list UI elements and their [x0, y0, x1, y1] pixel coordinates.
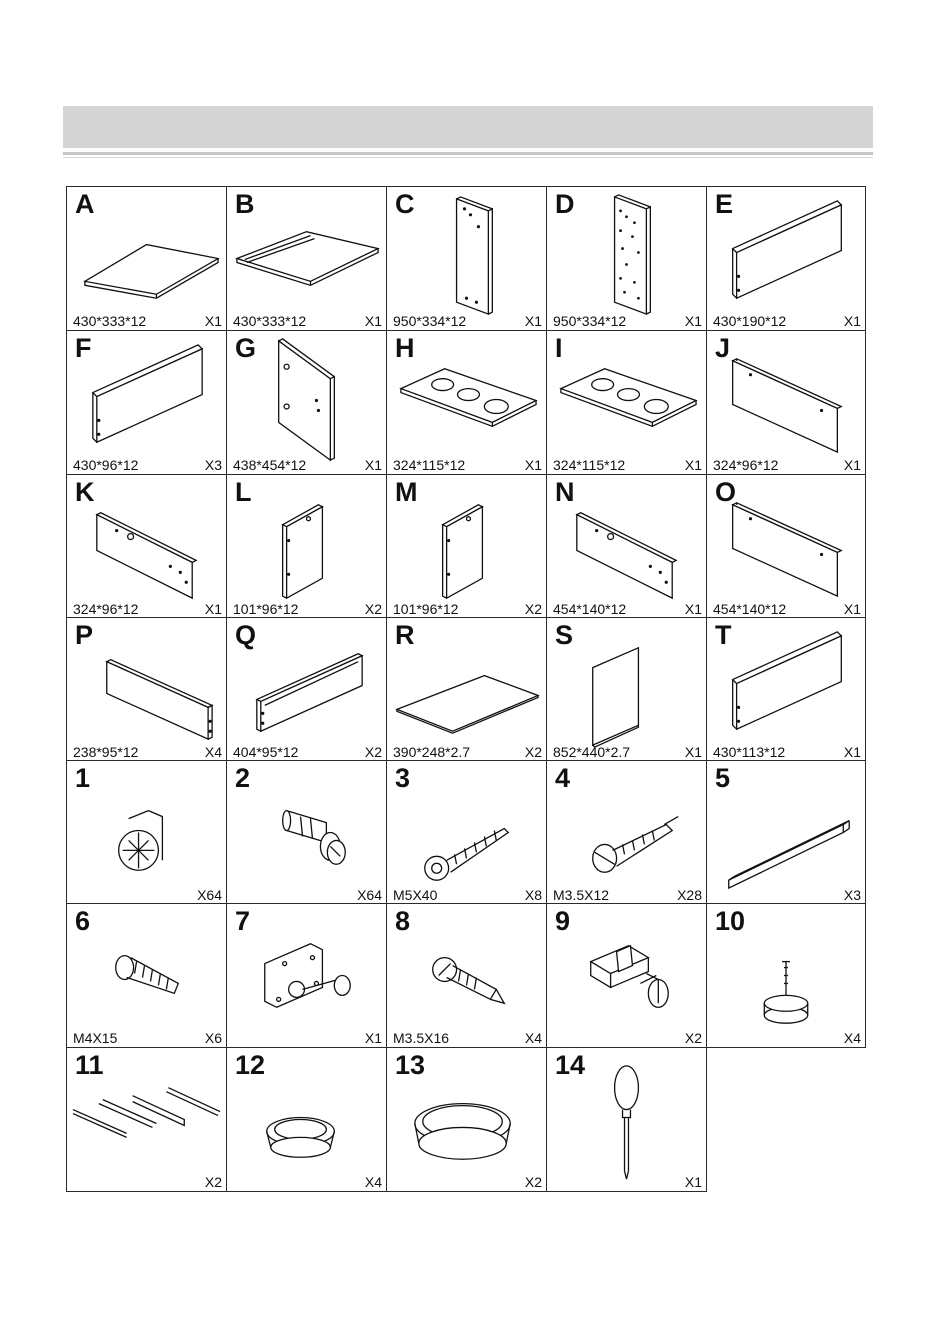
part-quantity: X2	[364, 744, 382, 760]
part-label: P	[75, 620, 94, 650]
part-dimension: 324*96*12	[73, 601, 139, 617]
part-cell-h	[386, 330, 547, 475]
part-cell-r	[386, 617, 547, 762]
part-quantity: X64	[357, 887, 382, 903]
part-label: B	[235, 189, 255, 219]
part-quantity: X1	[684, 1174, 702, 1190]
part-quantity: X2	[364, 601, 382, 617]
part-cell-j	[706, 330, 866, 475]
part-dimension: 238*95*12	[73, 744, 139, 760]
part-label: C	[395, 189, 415, 219]
part-cell-p	[66, 617, 227, 762]
part-dimension: 324*115*12	[553, 457, 626, 473]
part-quantity: X1	[684, 744, 702, 760]
board-icon	[707, 331, 865, 474]
cam-lock-icon	[67, 761, 226, 904]
part-dimension: 404*95*12	[233, 744, 299, 760]
part-quantity: X2	[524, 1174, 542, 1190]
part-label: 12	[235, 1050, 266, 1080]
part-label: O	[715, 477, 737, 507]
part-label: K	[75, 477, 95, 507]
part-dimension: 430*333*12	[73, 313, 147, 329]
cam-bolt-icon	[227, 761, 386, 904]
part-dimension: 438*454*12	[233, 457, 307, 473]
part-cell-5	[706, 760, 866, 905]
machine-screw-icon	[67, 904, 226, 1047]
part-cell-o	[706, 474, 866, 619]
part-cell-e	[706, 186, 866, 331]
part-quantity: X4	[364, 1174, 382, 1190]
part-cell-s	[546, 617, 707, 762]
part-quantity: X1	[684, 457, 702, 473]
part-quantity: X1	[364, 1030, 382, 1046]
part-quantity: X1	[204, 601, 222, 617]
part-dimension: 324*96*12	[713, 457, 779, 473]
part-label: T	[715, 620, 732, 650]
part-quantity: X1	[684, 601, 702, 617]
part-label: 5	[715, 763, 731, 793]
part-label: 13	[395, 1050, 426, 1080]
part-quantity: X2	[524, 601, 542, 617]
lock-with-key-icon	[227, 904, 386, 1047]
part-cell-14	[546, 1047, 707, 1192]
confirmat-screw-icon	[387, 761, 546, 904]
part-cell-f	[66, 330, 227, 475]
part-cell-13	[386, 1047, 547, 1192]
part-dimension: M3.5X12	[553, 887, 610, 903]
part-cell-k	[66, 474, 227, 619]
part-cell-l	[226, 474, 387, 619]
part-cell-a	[66, 186, 227, 331]
part-dimension: 430*96*12	[73, 457, 139, 473]
part-quantity: X1	[204, 313, 222, 329]
part-quantity: X1	[524, 313, 542, 329]
part-cell-6	[66, 903, 227, 1048]
part-dimension: 430*190*12	[713, 313, 787, 329]
part-quantity: X4	[204, 744, 222, 760]
part-quantity: X3	[843, 887, 861, 903]
part-label: S	[555, 620, 574, 650]
part-quantity: X4	[524, 1030, 542, 1046]
part-cell-b	[226, 186, 387, 331]
part-quantity: X1	[843, 457, 861, 473]
part-cell-i	[546, 330, 707, 475]
part-cell-11	[66, 1047, 227, 1192]
part-dimension: 430*333*12	[233, 313, 307, 329]
part-dimension: M3.5X16	[393, 1030, 450, 1046]
part-label: 8	[395, 906, 411, 936]
part-label: 7	[235, 906, 251, 936]
part-quantity: X6	[204, 1030, 222, 1046]
part-label: J	[715, 333, 731, 363]
part-cell-4	[546, 760, 707, 905]
part-label: 4	[555, 763, 571, 793]
part-quantity: X2	[684, 1030, 702, 1046]
part-label: L	[235, 477, 252, 507]
part-label: 2	[235, 763, 251, 793]
part-dimension: 454*140*12	[713, 601, 787, 617]
part-label: 11	[75, 1050, 104, 1080]
part-quantity: X1	[843, 313, 861, 329]
wood-screw-icon	[547, 761, 706, 904]
part-label: 10	[715, 906, 746, 936]
part-label: E	[715, 189, 734, 219]
strip-icon	[707, 761, 865, 904]
part-label: 14	[555, 1050, 586, 1080]
part-label: G	[235, 333, 257, 363]
part-quantity: X3	[204, 457, 222, 473]
part-dimension: 454*140*12	[553, 601, 627, 617]
part-label: 9	[555, 906, 571, 936]
part-quantity: X8	[524, 887, 542, 903]
part-quantity: X2	[524, 744, 542, 760]
part-cell-7	[226, 903, 387, 1048]
part-label: 1	[75, 763, 91, 793]
part-cell-9	[546, 903, 707, 1048]
part-cell-8	[386, 903, 547, 1048]
holed-shelf-icon	[547, 331, 706, 474]
part-dimension: M4X15	[73, 1030, 118, 1046]
part-dimension: M5X40	[393, 887, 438, 903]
part-cell-1	[66, 760, 227, 905]
part-label: R	[395, 620, 415, 650]
part-cell-n	[546, 474, 707, 619]
part-quantity: X1	[843, 601, 861, 617]
part-cell-2	[226, 760, 387, 905]
part-label: I	[555, 333, 563, 363]
part-dimension: 101*96*12	[393, 601, 459, 617]
part-quantity: X1	[364, 313, 382, 329]
part-cell-d	[546, 186, 707, 331]
part-cell-10	[706, 903, 866, 1048]
part-label: A	[75, 189, 95, 219]
part-label: M	[395, 477, 418, 507]
part-dimension: 101*96*12	[233, 601, 299, 617]
part-cell-m	[386, 474, 547, 619]
part-quantity: X1	[843, 744, 861, 760]
part-cell-12	[226, 1047, 387, 1192]
part-label: 6	[75, 906, 91, 936]
part-quantity: X4	[843, 1030, 861, 1046]
part-label: N	[555, 477, 575, 507]
part-dimension: 430*113*12	[713, 744, 786, 760]
part-dimension: 950*334*12	[393, 313, 467, 329]
part-label: Q	[235, 620, 257, 650]
part-quantity: X28	[677, 887, 702, 903]
part-cell-t	[706, 617, 866, 762]
hinge-icon	[547, 904, 706, 1047]
part-cell-c	[386, 186, 547, 331]
part-cell-q	[226, 617, 387, 762]
part-quantity: X1	[524, 457, 542, 473]
part-label: 3	[395, 763, 411, 793]
part-dimension: 390*248*2.7	[393, 744, 471, 760]
part-dimension: 950*334*12	[553, 313, 627, 329]
part-label: F	[75, 333, 92, 363]
part-quantity: X64	[197, 887, 222, 903]
part-quantity: X1	[684, 313, 702, 329]
part-cell-g	[226, 330, 387, 475]
part-cell-3	[386, 760, 547, 905]
part-quantity: X1	[364, 457, 382, 473]
part-dimension: 852*440*2.7	[553, 744, 631, 760]
part-label: H	[395, 333, 415, 363]
part-quantity: X2	[204, 1174, 222, 1190]
part-label: D	[555, 189, 575, 219]
pan-screw-icon	[387, 904, 546, 1047]
part-dimension: 324*115*12	[393, 457, 466, 473]
